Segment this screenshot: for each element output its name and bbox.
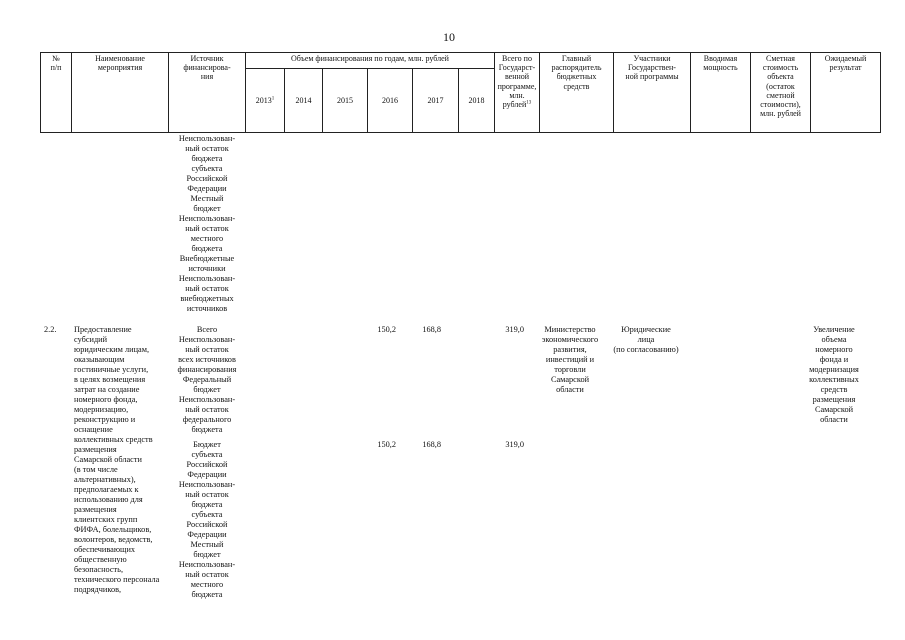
header-table <box>40 52 881 133</box>
row-result: Увеличение объема номерного фонда и модернизация коллективных средств размещения Самарской области <box>809 325 859 424</box>
header-col-name: Наименование мероприятия <box>72 53 169 133</box>
header-col-number: № п/п <box>41 53 72 133</box>
row-name: Предоставление субсидий юридическим лицам, оказывающим гостиничные услуги, в целях возмещения затрат на создание номерного фонда, модернизацию, реконструкцию и оснащение коллективных средств размещения Самарской области (в том числе альтернативных), предполагаемых к использованию для размещения клиентских групп ФИФА, болельщиков, волонтеров, ведомств, обеспечивающих общественную безопасность, технического персонала подрядчиков, <box>74 325 160 594</box>
region-all-years: 319,0 <box>505 440 524 449</box>
row-number: 2.2. <box>44 325 57 334</box>
header-col-source: Источник финансирова- ния <box>169 53 246 133</box>
total-all-years: 319,0 <box>505 325 524 334</box>
header-col-funding-group: Объем финансирования по годам, млн. рублей <box>246 53 495 69</box>
header-col-result: Ожидаемый результат <box>811 53 881 133</box>
header-col-manager: Главный распорядитель бюджетных средств <box>540 53 614 133</box>
header-year-2014: 2014 <box>285 69 323 133</box>
header-year-2013: 2013$^1$ <box>246 69 285 133</box>
total-2017: 168,8 <box>422 325 441 334</box>
page-number: 10 <box>443 30 455 44</box>
header-col-estimate: Сметная стоимость объекта (остаток сметной стоимости), млн. рублей <box>751 53 811 133</box>
header-year-2017: 2017 <box>413 69 459 133</box>
header-year-2015: 2015 <box>323 69 368 133</box>
header-col-total: Всего по Государст- венной программе, млн. рублей$^{13}$ <box>495 53 540 133</box>
row-sources-bottom: Бюджет субъекта Российской Федерации Неиспользован- ный остаток бюджета субъекта Российской Федерации Местный бюджет Неиспользован- ный остаток местного бюджета <box>178 440 236 599</box>
region-2017: 168,8 <box>422 440 441 449</box>
header-year-2016: 2016 <box>368 69 413 133</box>
header-col-capacity: Вводимая мощность <box>691 53 751 133</box>
row-sources-top: Всего Неиспользован- ный остаток всех источников финансирования Федеральный бюджет Неиспользован- ный остаток федерального бюджета <box>177 325 237 434</box>
region-2016: 150,2 <box>377 440 396 449</box>
row-manager: Министерство экономического развития, инвестиций и торговли Самарской области <box>541 325 599 394</box>
row-participants: Юридические лица (по согласованию) <box>613 325 679 354</box>
header-col-participants: Участники Государствен- ной программы <box>614 53 691 133</box>
header-year-2018: 2018 <box>459 69 495 133</box>
continuation-sources: Неиспользован- ный остаток бюджета субъекта Российской Федерации Местный бюджет Неиспользован- ный остаток местного бюджета Внебюджетные источники Неиспользован- ный остаток внебюджетных источников <box>178 134 236 313</box>
total-2016: 150,2 <box>377 325 396 334</box>
